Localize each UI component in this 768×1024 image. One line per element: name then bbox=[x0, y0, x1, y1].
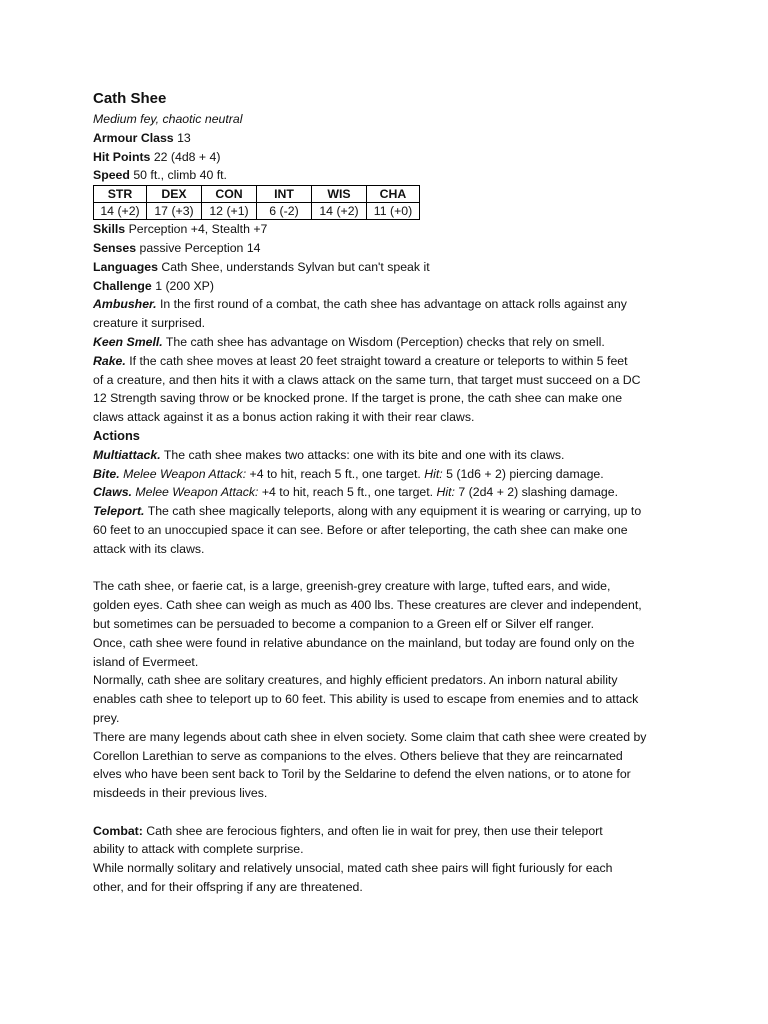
trait-rake bbox=[93, 352, 681, 371]
lore-line: enables cath shee to teleport up to 60 feet. This ability is used to escape from enemies and to attack bbox=[93, 692, 639, 707]
lore-line: golden eyes. Cath shee can weigh as much as 400 lbs. These creatures are clever and independent, bbox=[93, 598, 642, 613]
lore-line: Corellon Larethian to serve as companions to the elves. Others believe that they are reincarnated bbox=[93, 748, 623, 763]
ability-value: 6 (-2) bbox=[257, 203, 312, 220]
spacer bbox=[93, 803, 681, 822]
action-claws bbox=[93, 483, 681, 502]
action-name: Multiattack. bbox=[93, 447, 161, 462]
lore-line: The cath shee, or faerie cat, is a large, greenish-grey creature with large, tufted ears, and wide, bbox=[93, 579, 611, 594]
senses-line bbox=[93, 239, 681, 258]
languages-line bbox=[93, 258, 681, 277]
trait-text-line: 12 Strength saving throw or be knocked prone. If the target is prone, the cath shee can make one bbox=[93, 391, 623, 406]
trait-text-line: of a creature, and then hits it with a claws attack on the same turn, that target must succeed on a DC bbox=[93, 372, 641, 387]
lore-line: but sometimes can be persuaded to become a companion to a Green elf or Silver elf ranger. bbox=[93, 616, 595, 631]
trait-name: Keen Smell. bbox=[93, 334, 163, 349]
armour-class-label: Armour Class bbox=[93, 130, 174, 145]
action-name: Teleport. bbox=[93, 504, 145, 519]
trait-ambusher bbox=[93, 295, 681, 314]
ability-header: STR bbox=[94, 186, 147, 203]
action-name: Claws. bbox=[93, 485, 132, 500]
trait-text: In the first round of a combat, the cath shee has advantage on attack rolls against any bbox=[159, 297, 627, 312]
ability-value: 17 (+3) bbox=[147, 203, 202, 220]
trait-keen-smell bbox=[93, 333, 681, 352]
action-teleport bbox=[93, 502, 681, 521]
trait-text: The cath shee has advantage on Wisdom (Perception) checks that rely on smell. bbox=[165, 334, 605, 349]
lore-line: prey. bbox=[93, 710, 120, 725]
lore-line: Normally, cath shee are solitary creatures, and highly efficient predators. An inborn natural ability bbox=[93, 673, 618, 688]
attack-type: Melee Weapon Attack: bbox=[135, 485, 259, 500]
speed-label: Speed bbox=[93, 168, 130, 183]
senses-label: Senses bbox=[93, 240, 137, 255]
action-text: The cath shee makes two attacks: one with its bite and one with its claws. bbox=[163, 447, 565, 462]
stat-block-page bbox=[93, 88, 681, 897]
hit-label: Hit: bbox=[424, 466, 443, 481]
skills-value: Perception +4, Stealth +7 bbox=[128, 222, 268, 237]
action-bite bbox=[93, 465, 681, 484]
combat-text-line: other, and for their offspring if any are threatened. bbox=[93, 880, 363, 895]
hit-points-value: 22 (4d8 + 4) bbox=[153, 149, 221, 164]
action-text-line: attack with its claws. bbox=[93, 541, 205, 556]
attack-bonus: +4 to hit, reach 5 ft., one target. bbox=[261, 485, 434, 500]
lore-line: There are many legends about cath shee in elven society. Some claim that cath shee were created by bbox=[93, 729, 647, 744]
challenge-label: Challenge bbox=[93, 278, 152, 293]
creature-subtitle: Medium fey, chaotic neutral bbox=[93, 112, 243, 126]
damage-text: 7 (2d4 + 2) slashing damage. bbox=[458, 485, 619, 500]
hit-points-line bbox=[93, 148, 681, 167]
trait-text: If the cath shee moves at least 20 feet straight toward a creature or teleports to within 5 feet bbox=[129, 353, 628, 368]
trait-text-line: creature it surprised. bbox=[93, 316, 206, 331]
spacer bbox=[93, 559, 681, 578]
ability-value: 11 (+0) bbox=[367, 203, 420, 220]
lore-line: elves who have been sent back to Toril by the Seldarine to defend the elven nations, or to atone for bbox=[93, 767, 631, 782]
attack-type: Melee Weapon Attack: bbox=[123, 466, 247, 481]
ability-value: 14 (+2) bbox=[94, 203, 147, 220]
action-text-line: 60 feet to an unoccupied space it can see. Before or after teleporting, the cath shee can make one bbox=[93, 522, 628, 537]
actions-heading: Actions bbox=[93, 427, 140, 443]
languages-value: Cath Shee, understands Sylvan but can't speak it bbox=[161, 259, 430, 274]
armour-class-line bbox=[93, 129, 681, 148]
creature-title: Cath Shee bbox=[93, 90, 167, 107]
action-multiattack bbox=[93, 446, 681, 465]
ability-header: CHA bbox=[367, 186, 420, 203]
ability-value-row bbox=[94, 203, 420, 220]
action-text: The cath shee magically teleports, along with any equipment it is wearing or carrying, up to bbox=[147, 504, 642, 519]
ability-header: INT bbox=[257, 186, 312, 203]
attack-bonus: +4 to hit, reach 5 ft., one target. bbox=[249, 466, 421, 481]
trait-text-line: claws attack against it as a bonus action raking it with their rear claws. bbox=[93, 410, 475, 425]
combat-text: Cath shee are ferocious fighters, and often lie in wait for prey, then use their teleport bbox=[146, 823, 603, 838]
lore-line: misdeeds in their previous lives. bbox=[93, 786, 268, 801]
challenge-line bbox=[93, 277, 681, 296]
damage-text: 5 (1d6 + 2) piercing damage. bbox=[446, 466, 604, 481]
armour-class-value: 13 bbox=[177, 130, 191, 145]
skills-label: Skills bbox=[93, 222, 126, 237]
lore-line: Once, cath shee were found in relative abundance on the mainland, but today are found only on the bbox=[93, 635, 635, 650]
trait-name: Rake. bbox=[93, 353, 126, 368]
hit-points-label: Hit Points bbox=[93, 149, 151, 164]
lore-line: island of Evermeet. bbox=[93, 654, 199, 669]
skills-line bbox=[93, 220, 681, 239]
hit-label: Hit: bbox=[436, 485, 455, 500]
speed-line bbox=[93, 166, 681, 185]
action-name: Bite. bbox=[93, 466, 120, 481]
combat-text-line: ability to attack with complete surprise. bbox=[93, 842, 304, 857]
ability-header: DEX bbox=[147, 186, 202, 203]
combat-line bbox=[93, 822, 681, 841]
ability-score-table bbox=[93, 185, 420, 220]
ability-value: 14 (+2) bbox=[312, 203, 367, 220]
combat-text-line: While normally solitary and relatively unsocial, mated cath shee pairs will fight furiously for each bbox=[93, 861, 613, 876]
ability-header: CON bbox=[202, 186, 257, 203]
trait-name: Ambusher. bbox=[93, 297, 157, 312]
languages-label: Languages bbox=[93, 259, 158, 274]
ability-header: WIS bbox=[312, 186, 367, 203]
speed-value: 50 ft., climb 40 ft. bbox=[133, 168, 227, 183]
ability-value: 12 (+1) bbox=[202, 203, 257, 220]
challenge-value: 1 (200 XP) bbox=[155, 278, 214, 293]
ability-header-row bbox=[94, 186, 420, 203]
senses-value: passive Perception 14 bbox=[139, 240, 261, 255]
combat-label: Combat: bbox=[93, 823, 143, 838]
